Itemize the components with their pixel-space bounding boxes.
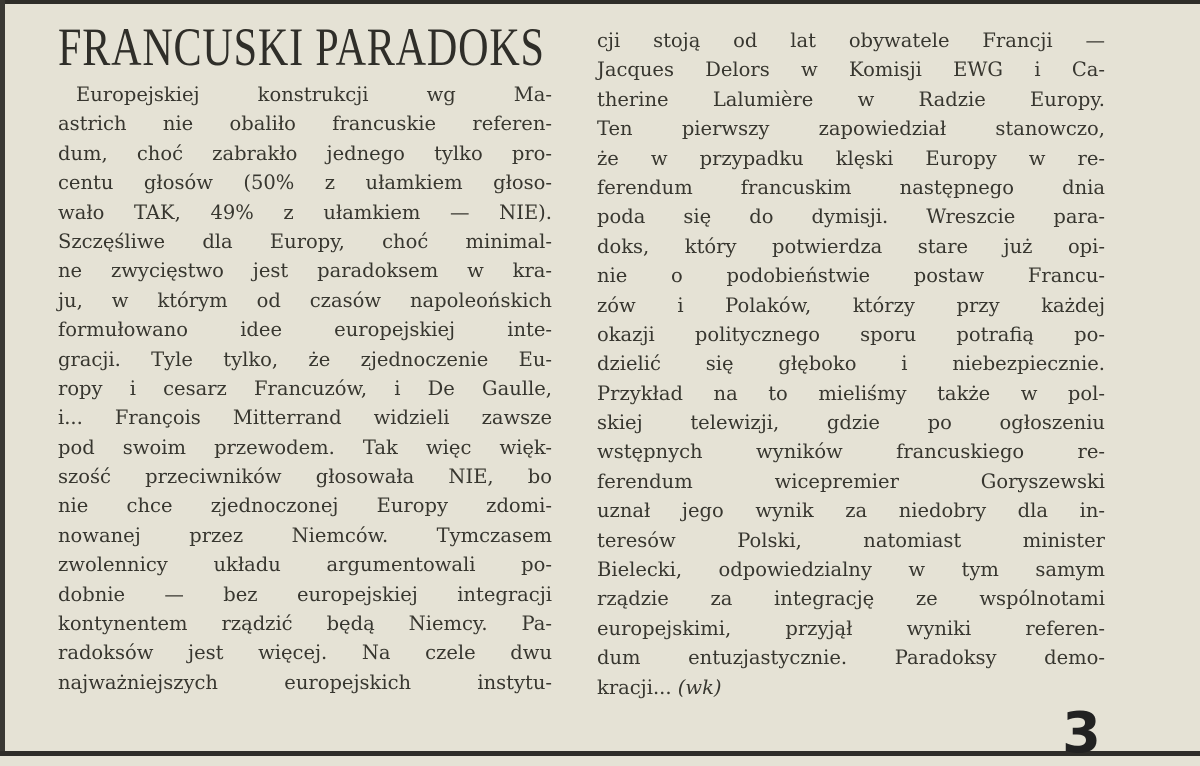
text-line: teresów Polski, natomiast minister [597,528,1105,552]
text-line: Szczęśliwe dla Europy, choć minimal- [58,229,552,253]
text-line: zów i Polaków, którzy przy każdej [597,293,1105,317]
text-line: cji stoją od lat obywatele Francji — [597,29,1105,52]
text-line: ne zwycięstwo jest paradoksem w kra- [58,259,552,283]
text-line: wstępnych wyników francuskiego re- [597,440,1105,464]
text-line-final [597,673,1105,702]
text-line: Jacques Delors w Komisji EWG i Ca- [597,58,1105,82]
text-line: nowanej przez Niemców. Tymczasem [58,523,552,547]
text-line: pod swoim przewodem. Tak więc więk- [58,435,552,459]
text-line: nie chce zjednoczonej Europy zdomi- [58,494,552,518]
text-line: kontynentem rządzić będą Niemcy. Pa- [58,612,552,636]
left-border-rule [0,0,5,756]
bottom-border-rule [0,751,1200,756]
text-line: dobnie — bez europejskiej integracji [58,582,552,606]
text-line: ferendum wicepremier Goryszewski [597,469,1105,493]
text-line: Ten pierwszy zapowiedział stanowczo, [597,117,1105,141]
author-signature: (wk) [677,675,722,699]
text-line: nie o podobieństwie postaw Francu- [597,264,1105,288]
top-border-rule [0,0,1200,4]
text-line: Europejskiej konstrukcji wg Ma- [76,83,552,106]
text-line: ferendum francuskim następnego dnia [597,175,1105,199]
text-line: najważniejszych europejskich instytu- [58,670,552,694]
article-column-right [597,26,1105,702]
text-line: poda się do dymisji. Wreszcie para- [597,205,1105,229]
text-line: skiej telewizji, gdzie po ogłoszeniu [597,411,1105,435]
text-line: therine Lalumière w Radzie Europy. [597,87,1105,111]
text-line: Przykład na to mieliśmy także w pol- [597,381,1105,405]
article-title: FRANCUSKI PARADOKS [58,17,545,77]
text-line: europejskimi, przyjął wyniki referen- [597,616,1105,640]
text-line: formułowano idee europejskiej inte- [58,318,552,342]
final-text: kracji... [597,675,672,699]
text-line: doks, który potwierdza stare już opi- [597,234,1105,258]
text-line: wało TAK, 49% z ułamkiem — NIE). [58,200,552,224]
text-line: dum entuzjastycznie. Paradoksy demo- [597,646,1105,670]
text-line: i... François Mitterrand widzieli zawsze [58,406,552,430]
text-line: rządzie za integrację ze wspólnotami [597,587,1105,611]
text-line: zwolennicy układu argumentowali po- [58,553,552,577]
text-line: dum, choć zabrakło jednego tylko pro- [58,141,552,165]
text-line: dzielić się głęboko i niebezpiecznie. [597,352,1105,376]
text-line: uznał jego wynik za niedobry dla in- [597,499,1105,523]
text-line: ju, w którym od czasów napoleońskich [58,288,552,312]
text-line: Bielecki, odpowiedzialny w tym samym [597,558,1105,582]
text-line: szość przeciwników głosowała NIE, bo [58,465,552,489]
text-line: ropy i cesarz Francuzów, i De Gaulle, [58,376,552,400]
text-line: radoksów jest więcej. Na czele dwu [58,641,552,665]
text-line: astrich nie obaliło francuskie referen- [58,112,552,136]
article-column-left [58,80,552,697]
text-line: centu głosów (50% z ułamkiem głoso- [58,171,552,195]
text-line: okazji politycznego sporu potrafią po- [597,322,1105,346]
text-line: gracji. Tyle tylko, że zjednoczenie Eu- [58,347,552,371]
text-line: że w przypadku klęski Europy w re- [597,146,1105,170]
page-number: 3 [1062,701,1101,766]
